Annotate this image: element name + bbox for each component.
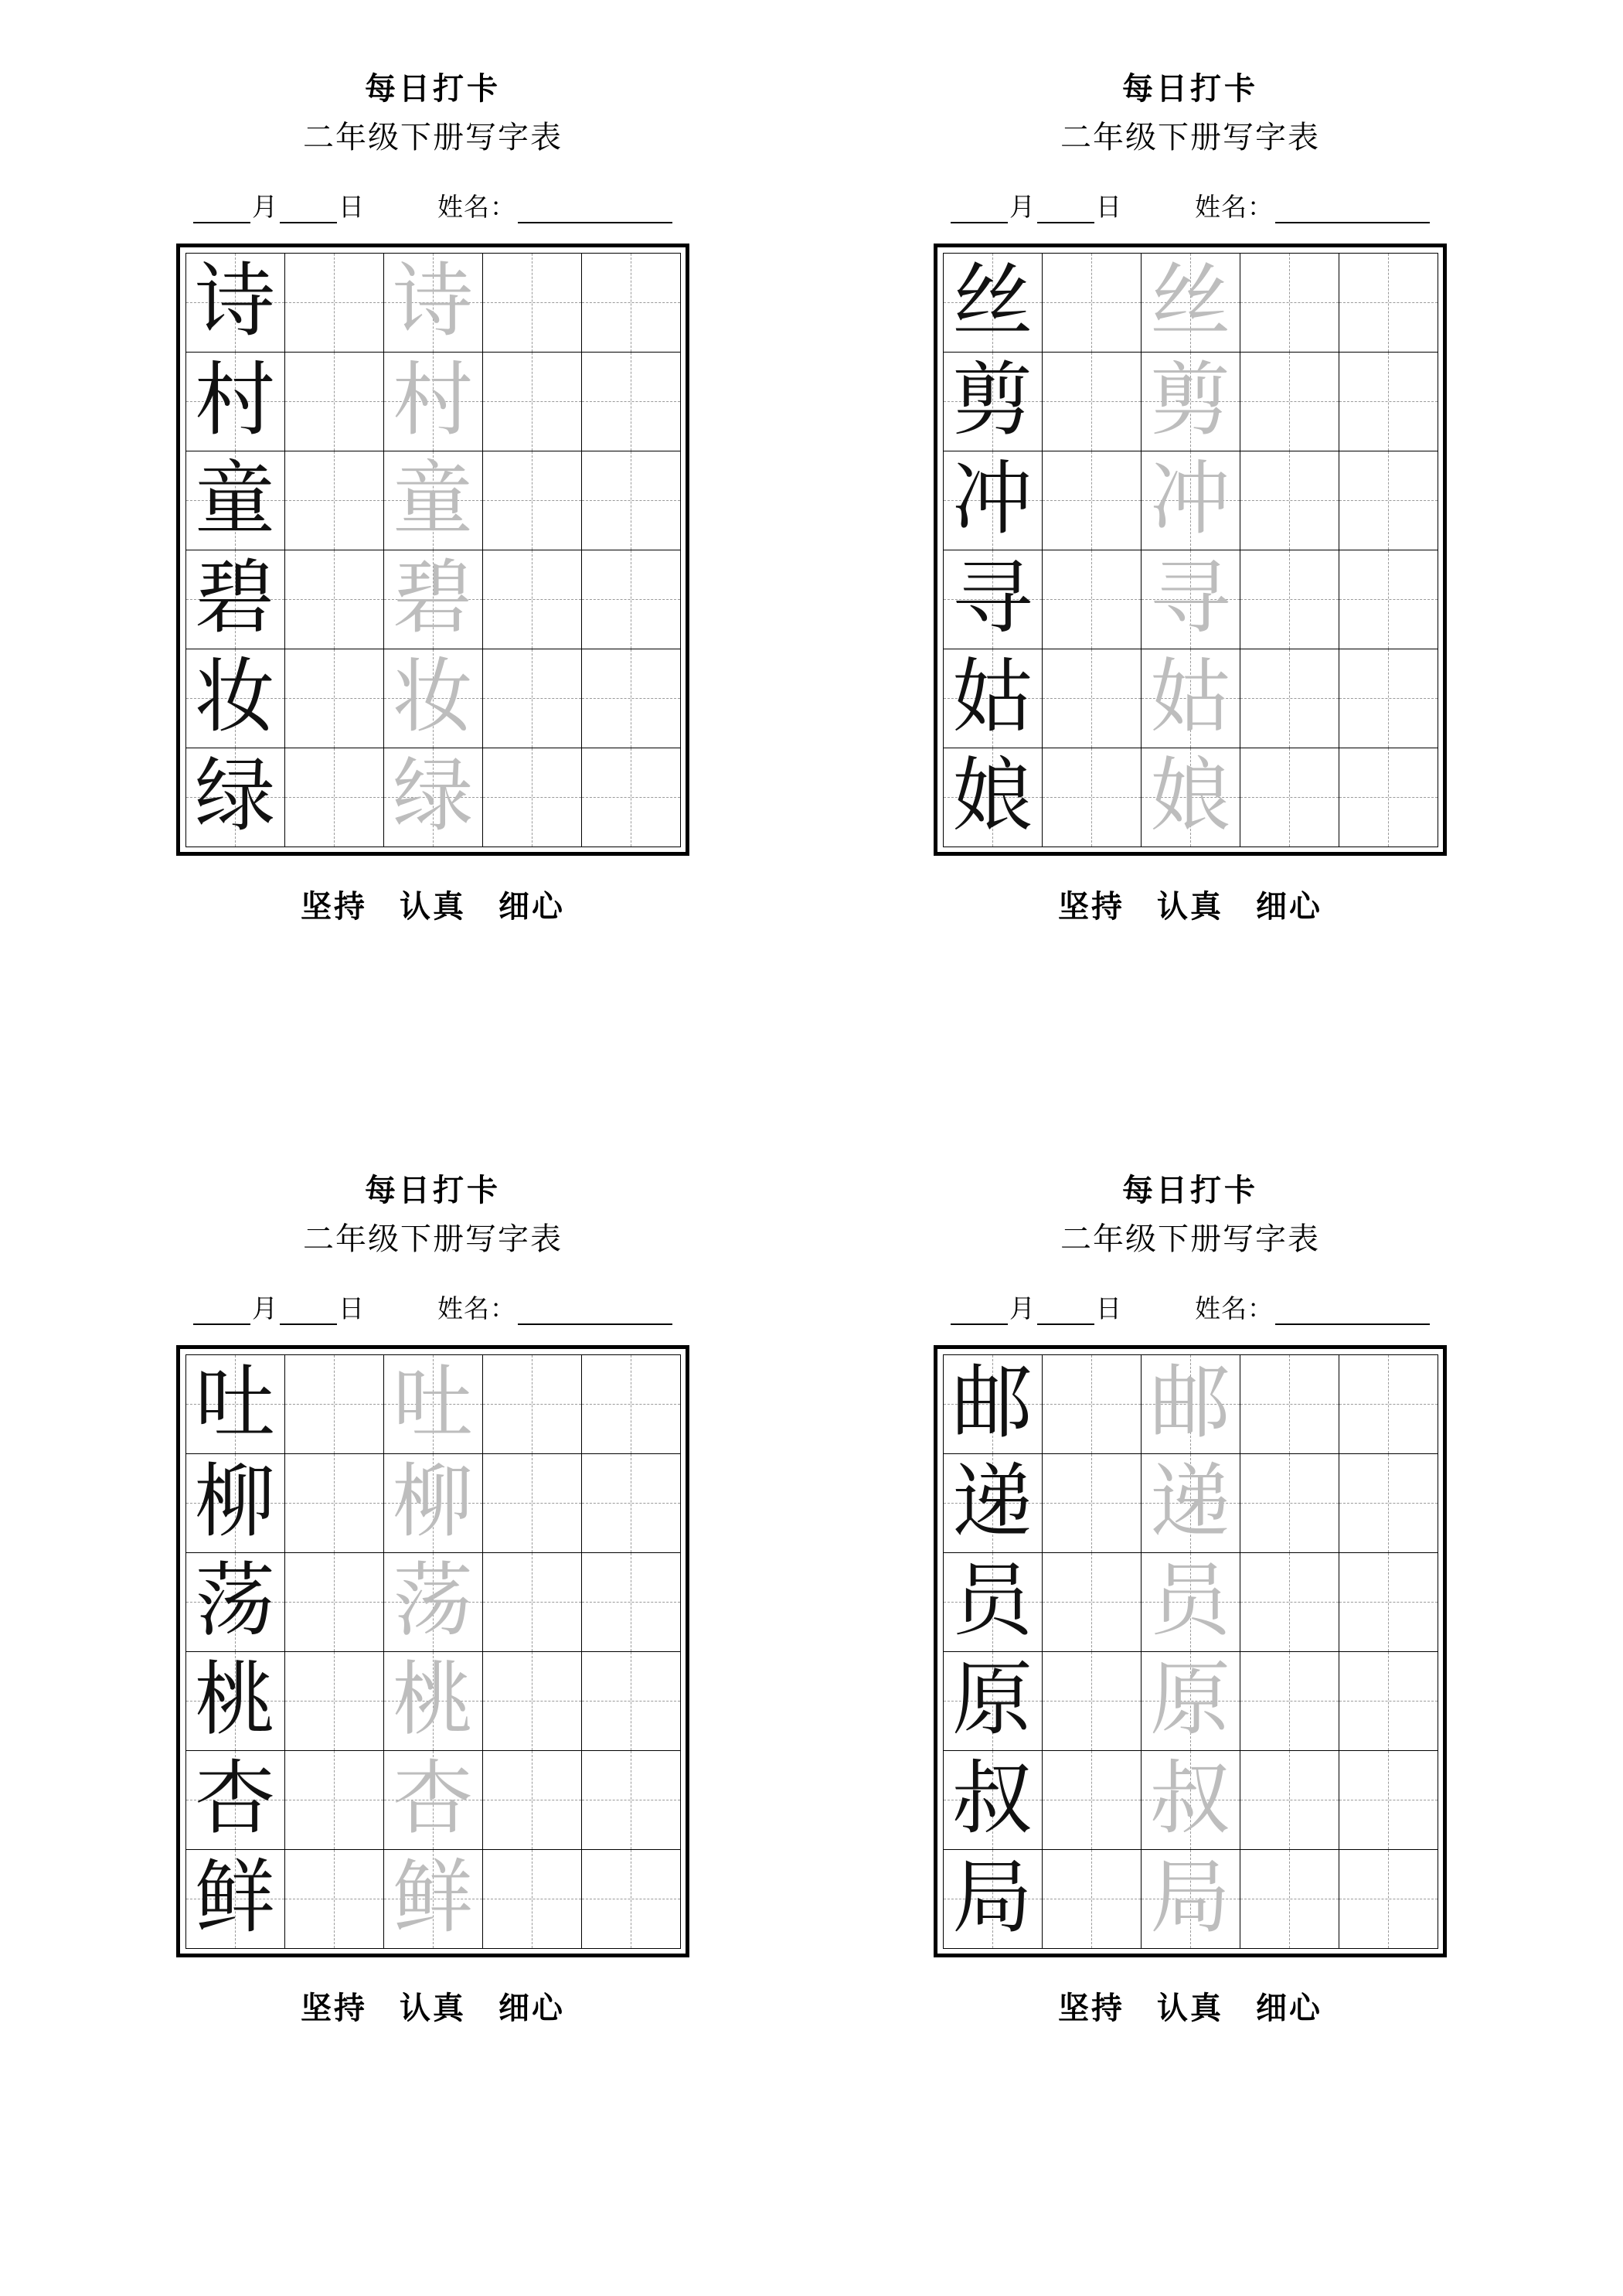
character-trace: 杏	[392, 1755, 473, 1844]
character-model: 局	[951, 1854, 1033, 1943]
grid-cell	[383, 550, 483, 649]
grid-cell[interactable]	[581, 352, 681, 451]
day-blank[interactable]	[1037, 200, 1094, 223]
name-label: 姓名：	[437, 194, 516, 222]
day-label: 日	[339, 194, 365, 222]
character-trace: 递	[1149, 1458, 1230, 1547]
grid-cell[interactable]	[1240, 1354, 1339, 1454]
page-title: 每日打卡	[365, 1173, 501, 1208]
worksheet-grid	[54, 46, 1569, 2250]
grid-cell	[383, 1849, 483, 1949]
grid-cell	[1141, 1651, 1240, 1751]
grid-cell[interactable]	[1240, 1552, 1339, 1652]
grid-cell	[943, 1453, 1043, 1553]
character-model: 吐	[194, 1359, 275, 1448]
grid-cell	[1141, 649, 1240, 748]
character-trace: 村	[392, 356, 473, 445]
page-title: 每日打卡	[1122, 71, 1258, 106]
grid-cell[interactable]	[482, 451, 582, 550]
grid-cell	[1141, 253, 1240, 353]
grid-cell	[943, 748, 1043, 847]
grid-cell[interactable]	[1240, 352, 1339, 451]
character-model: 童	[194, 455, 275, 544]
grid-cell	[383, 1750, 483, 1850]
practice-sheet	[934, 1345, 1447, 1957]
character-trace: 桃	[392, 1656, 473, 1745]
practice-sheet	[934, 244, 1447, 856]
grid-cell[interactable]	[1240, 1750, 1339, 1850]
character-model: 碧	[194, 554, 275, 643]
grid-cell	[185, 1750, 285, 1850]
grid-cell[interactable]	[284, 1354, 384, 1454]
character-model: 杏	[194, 1755, 275, 1844]
grid-cell[interactable]	[1240, 1849, 1339, 1949]
month-label: 月	[1009, 194, 1036, 222]
grid-cell[interactable]	[581, 550, 681, 649]
day-label: 日	[1096, 194, 1122, 222]
grid-cell[interactable]	[1042, 649, 1142, 748]
grid-cell	[383, 1453, 483, 1553]
grid-cell[interactable]	[1042, 1552, 1142, 1652]
grid-cell	[943, 649, 1043, 748]
grid-cell	[943, 253, 1043, 353]
character-trace: 诗	[392, 257, 473, 346]
grid-cell	[185, 550, 285, 649]
character-trace: 妆	[392, 653, 473, 742]
grid-cell	[1141, 451, 1240, 550]
grid-cell[interactable]	[482, 1552, 582, 1652]
grid-cell[interactable]	[284, 550, 384, 649]
page-title: 每日打卡	[1122, 1173, 1258, 1208]
grid-cell	[185, 649, 285, 748]
motto-word: 坚持	[1058, 889, 1125, 924]
grid-cell[interactable]	[284, 352, 384, 451]
grid-cell	[943, 550, 1043, 649]
motto-word: 认真	[1157, 889, 1223, 924]
grid-cell[interactable]	[482, 253, 582, 353]
motto	[1058, 882, 1322, 926]
day-label: 日	[339, 1296, 365, 1323]
character-trace: 柳	[392, 1458, 473, 1547]
character-model: 递	[951, 1458, 1033, 1547]
name-blank[interactable]	[1275, 1302, 1430, 1325]
character-trace: 童	[392, 455, 473, 544]
grid-cell	[943, 1651, 1043, 1751]
grid-cell[interactable]	[1339, 1750, 1438, 1850]
character-trace: 吐	[392, 1359, 473, 1448]
grid-cell	[383, 649, 483, 748]
page-subtitle: 二年级下册写字表	[303, 120, 563, 155]
month-blank[interactable]	[951, 200, 1008, 223]
grid-cell[interactable]	[581, 1651, 681, 1751]
grid-cell[interactable]	[482, 649, 582, 748]
meta-row	[951, 1289, 1430, 1325]
grid-cell[interactable]	[1240, 253, 1339, 353]
character-trace: 员	[1149, 1557, 1230, 1646]
grid-cell	[1141, 748, 1240, 847]
grid-cell[interactable]	[581, 1354, 681, 1454]
practice-sheet	[176, 244, 689, 856]
month-label: 月	[1009, 1296, 1036, 1323]
grid-cell[interactable]	[284, 748, 384, 847]
grid-cell	[383, 1552, 483, 1652]
motto	[301, 1984, 565, 2028]
grid-cell[interactable]	[482, 1750, 582, 1850]
grid-cell[interactable]	[581, 649, 681, 748]
character-model: 剪	[951, 356, 1033, 445]
grid-cell[interactable]	[1042, 1651, 1142, 1751]
motto-word: 认真	[1157, 1991, 1223, 2025]
page-subtitle: 二年级下册写字表	[1060, 120, 1320, 155]
grid-cell[interactable]	[284, 1651, 384, 1751]
character-trace: 原	[1149, 1656, 1230, 1745]
grid-cell	[1141, 1750, 1240, 1850]
character-trace: 姑	[1149, 653, 1230, 742]
name-blank[interactable]	[1275, 200, 1430, 223]
meta-row	[193, 187, 672, 223]
grid-cell	[383, 451, 483, 550]
character-trace: 碧	[392, 554, 473, 643]
character-trace: 邮	[1149, 1359, 1230, 1448]
grid-cell[interactable]	[581, 1750, 681, 1850]
character-model: 叔	[951, 1755, 1033, 1844]
character-model: 寻	[951, 554, 1033, 643]
grid-cell[interactable]	[1339, 1651, 1438, 1751]
grid-cell	[383, 352, 483, 451]
grid-cell	[185, 352, 285, 451]
grid-cell[interactable]	[1240, 649, 1339, 748]
worksheet-card	[812, 1148, 1569, 2250]
grid-cell	[943, 352, 1043, 451]
day-blank[interactable]	[280, 200, 337, 223]
grid-cell	[943, 451, 1043, 550]
grid-cell	[1141, 1552, 1240, 1652]
grid-cell[interactable]	[1339, 1849, 1438, 1949]
motto-word: 细心	[498, 1991, 565, 2025]
grid-cell[interactable]	[1339, 253, 1438, 353]
grid-cell	[1141, 1849, 1240, 1949]
month-label: 月	[252, 1296, 278, 1323]
grid-cell	[185, 1453, 285, 1553]
practice-grid[interactable]	[943, 253, 1438, 847]
motto-word: 认真	[400, 889, 466, 924]
grid-cell	[185, 253, 285, 353]
grid-cell[interactable]	[1339, 1453, 1438, 1553]
grid-cell[interactable]	[284, 1849, 384, 1949]
grid-cell	[943, 1354, 1043, 1454]
grid-cell	[185, 1354, 285, 1454]
grid-cell[interactable]	[482, 1354, 582, 1454]
character-trace: 剪	[1149, 356, 1230, 445]
grid-cell[interactable]	[1042, 253, 1142, 353]
character-model: 桃	[194, 1656, 275, 1745]
grid-cell	[383, 748, 483, 847]
grid-cell[interactable]	[482, 352, 582, 451]
worksheet-card	[54, 46, 812, 1148]
character-trace: 娘	[1149, 752, 1230, 841]
grid-cell[interactable]	[482, 748, 582, 847]
grid-cell[interactable]	[1339, 451, 1438, 550]
character-model: 诗	[194, 257, 275, 346]
grid-cell	[185, 1552, 285, 1652]
grid-cell[interactable]	[1042, 1750, 1142, 1850]
practice-grid[interactable]	[185, 1354, 680, 1948]
practice-grid[interactable]	[185, 253, 680, 847]
grid-cell[interactable]	[1240, 451, 1339, 550]
month-blank[interactable]	[193, 200, 250, 223]
motto	[1058, 1984, 1322, 2028]
grid-cell	[1141, 550, 1240, 649]
motto-word: 细心	[498, 889, 565, 924]
grid-cell[interactable]	[284, 649, 384, 748]
grid-cell[interactable]	[1240, 748, 1339, 847]
motto-word: 坚持	[1058, 1991, 1125, 2025]
character-trace: 丝	[1149, 257, 1230, 346]
grid-cell	[185, 451, 285, 550]
grid-cell[interactable]	[581, 748, 681, 847]
grid-cell	[383, 1354, 483, 1454]
grid-cell	[943, 1849, 1043, 1949]
grid-cell[interactable]	[1339, 352, 1438, 451]
grid-cell[interactable]	[1339, 550, 1438, 649]
grid-cell[interactable]	[284, 1750, 384, 1850]
grid-cell	[383, 253, 483, 353]
grid-cell[interactable]	[581, 253, 681, 353]
character-trace: 寻	[1149, 554, 1230, 643]
grid-cell[interactable]	[1042, 550, 1142, 649]
grid-cell[interactable]	[284, 1552, 384, 1652]
character-model: 邮	[951, 1359, 1033, 1448]
character-model: 村	[194, 356, 275, 445]
grid-cell[interactable]	[1240, 550, 1339, 649]
day-label: 日	[1096, 1296, 1122, 1323]
page-subtitle: 二年级下册写字表	[303, 1221, 563, 1256]
grid-cell[interactable]	[1042, 451, 1142, 550]
grid-cell[interactable]	[1339, 1552, 1438, 1652]
grid-cell[interactable]	[581, 1849, 681, 1949]
character-model: 员	[951, 1557, 1033, 1646]
grid-cell[interactable]	[1042, 352, 1142, 451]
character-model: 鲜	[194, 1854, 275, 1943]
meta-row	[951, 187, 1430, 223]
grid-cell	[1141, 1354, 1240, 1454]
character-trace: 局	[1149, 1854, 1230, 1943]
character-trace: 鲜	[392, 1854, 473, 1943]
character-model: 原	[951, 1656, 1033, 1745]
motto-word: 坚持	[301, 889, 367, 924]
character-model: 娘	[951, 752, 1033, 841]
grid-cell[interactable]	[1339, 649, 1438, 748]
grid-cell[interactable]	[581, 451, 681, 550]
page-subtitle: 二年级下册写字表	[1060, 1221, 1320, 1256]
character-model: 妆	[194, 653, 275, 742]
worksheet-card	[812, 46, 1569, 1148]
grid-cell[interactable]	[581, 1552, 681, 1652]
character-trace: 绿	[392, 752, 473, 841]
grid-cell[interactable]	[284, 253, 384, 353]
grid-cell[interactable]	[1042, 1849, 1142, 1949]
grid-cell[interactable]	[1042, 1354, 1142, 1454]
grid-cell[interactable]	[482, 1453, 582, 1553]
month-label: 月	[252, 194, 278, 222]
grid-cell	[943, 1750, 1043, 1850]
grid-cell[interactable]	[1339, 1354, 1438, 1454]
grid-cell	[943, 1552, 1043, 1652]
character-model: 荡	[194, 1557, 275, 1646]
day-blank[interactable]	[1037, 1302, 1094, 1325]
meta-row	[193, 1289, 672, 1325]
month-blank[interactable]	[193, 1302, 250, 1325]
character-model: 柳	[194, 1458, 275, 1547]
character-model: 绿	[194, 752, 275, 841]
day-blank[interactable]	[280, 1302, 337, 1325]
name-blank[interactable]	[518, 200, 672, 223]
practice-grid[interactable]	[943, 1354, 1438, 1948]
name-label: 姓名：	[1195, 194, 1274, 222]
grid-cell[interactable]	[1339, 748, 1438, 847]
character-trace: 荡	[392, 1557, 473, 1646]
grid-cell[interactable]	[1042, 748, 1142, 847]
character-model: 冲	[951, 455, 1033, 544]
motto	[301, 882, 565, 926]
month-blank[interactable]	[951, 1302, 1008, 1325]
grid-cell[interactable]	[284, 1453, 384, 1553]
grid-cell[interactable]	[1240, 1453, 1339, 1553]
grid-cell	[1141, 1453, 1240, 1553]
character-trace: 叔	[1149, 1755, 1230, 1844]
name-label: 姓名：	[437, 1296, 516, 1323]
motto-word: 细心	[1256, 889, 1322, 924]
motto-word: 细心	[1256, 1991, 1322, 2025]
name-blank[interactable]	[518, 1302, 672, 1325]
grid-cell[interactable]	[1042, 1453, 1142, 1553]
grid-cell[interactable]	[284, 451, 384, 550]
grid-cell[interactable]	[482, 550, 582, 649]
name-label: 姓名：	[1195, 1296, 1274, 1323]
worksheet-card	[54, 1148, 812, 2250]
page-title: 每日打卡	[365, 71, 501, 106]
character-model: 姑	[951, 653, 1033, 742]
grid-cell[interactable]	[482, 1651, 582, 1751]
grid-cell	[185, 1651, 285, 1751]
grid-cell	[1141, 352, 1240, 451]
character-trace: 冲	[1149, 455, 1230, 544]
grid-cell[interactable]	[581, 1453, 681, 1553]
motto-word: 认真	[400, 1991, 466, 2025]
motto-word: 坚持	[301, 1991, 367, 2025]
grid-cell	[185, 748, 285, 847]
grid-cell	[185, 1849, 285, 1949]
practice-sheet	[176, 1345, 689, 1957]
grid-cell[interactable]	[1240, 1651, 1339, 1751]
character-model: 丝	[951, 257, 1033, 346]
grid-cell	[383, 1651, 483, 1751]
grid-cell[interactable]	[482, 1849, 582, 1949]
